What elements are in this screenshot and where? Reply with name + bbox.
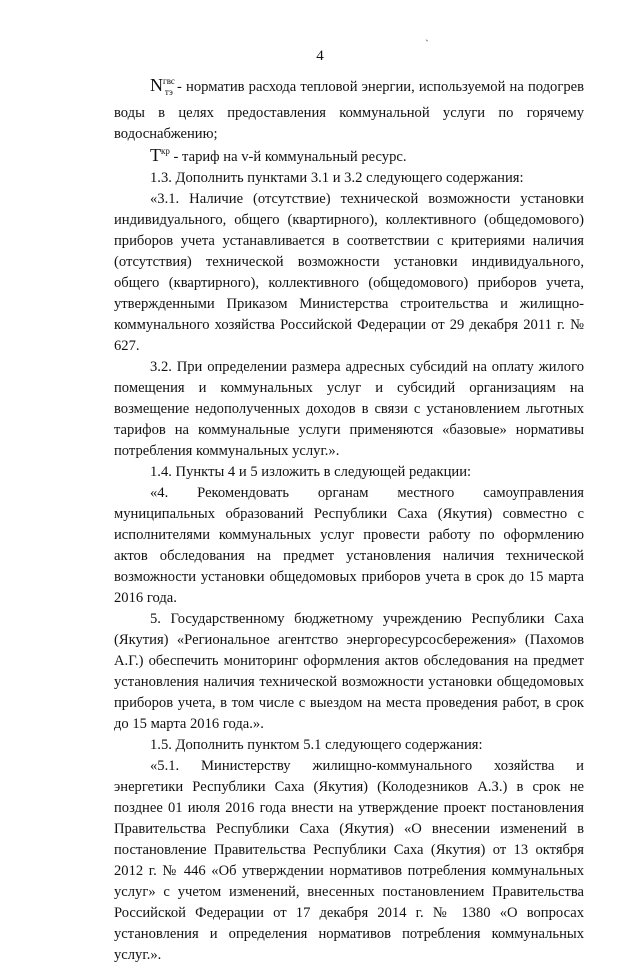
symbol-t: T xyxy=(150,145,161,165)
paragraph-3-1: «3.1. Наличие (отсутствие) технической возможности установки индивидуального, общего (квартирного), коллективного (общедомового) приборов учета устанавливается в соответствии с критериями наличия (отсутствия) технической возможности установки индивидуального, общего (квартирного), коллективного (общедомового) приборов учета, утвержденными Приказом Министерства строительства и жилищно-коммунального хозяйства Российской Федерации от 29 декабря 2011 г. № 627. xyxy=(114,191,584,354)
document-body xyxy=(114,75,584,966)
paragraph-4: «4. Рекомендовать органам местного самоуправления муниципальных образований Республики Саха (Якутия) совместно с исполнителями коммунальных услуг провести работу по оформлению актов обследования на предмет установления наличия технической возможности установки общедомовых приборов учета в срок до 15 марта 2016 года. xyxy=(114,485,584,606)
stray-mark: ˎ xyxy=(425,28,429,42)
definition-n xyxy=(114,75,584,145)
symbol-n: N xyxy=(150,75,163,95)
page-number: 4 xyxy=(316,48,324,64)
paragraph-1-5: 1.5. Дополнить пунктом 5.1 следующего содержания: xyxy=(150,737,483,753)
paragraph-1-4: 1.4. Пункты 4 и 5 изложить в следующей редакции: xyxy=(150,464,472,480)
paragraph-5: 5. Государственному бюджетному учреждению Республики Саха (Якутия) «Региональное агентство энергоресурсосбережения» (Пахомов А.Г.) обеспечить мониторинг оформления актов обследования на предмет установления наличия технической возможности установки общедомовых приборов учета, в том числе с выездом на места проведения работ, в срок до 15 марта 2016 года.». xyxy=(114,611,584,732)
definition-t-text: - тариф на v-й коммунальный ресурс. xyxy=(169,149,407,165)
paragraph-1-3: 1.3. Дополнить пунктами 3.1 и 3.2 следующего содержания: xyxy=(150,170,524,186)
paragraph-5-1: «5.1. Министерству жилищно-коммунального хозяйства и энергетики Республики Саха (Якутия) (Колодезников А.З.) в срок не позднее 01 июля 2016 года внести на утверждение проект постановления Правительства Республики Саха (Якутия) «О внесении изменений в постановление Правительства Республики Саха (Якутия) от 13 октября 2012 г. № 446 «Об утверждении нормативов потребления коммунальных услуг» с учетом изменений, внесенных постановлением Правительства Российской Федерации от 17 декабря 2014 г. № 1380 «О вопросах установления и определения нормативов потребления коммунальных услуг.». xyxy=(114,758,584,963)
symbol-t-superscript: кр xyxy=(161,146,170,156)
definition-n-text: - норматив расхода тепловой энергии, используемой на подогрев воды в целях предоставления коммунальной услуги по горячему водоснабжению; xyxy=(114,79,584,142)
definition-t xyxy=(114,145,584,168)
paragraph-3-2: 3.2. При определении размера адресных субсидий на оплату жилого помещения и коммунальных услуг и субсидий организациям на возмещение недополученных доходов в связи с установлением льготных тарифов на коммунальные услуги применяются «базовые» нормативы потребления коммунальных услуг.». xyxy=(114,359,584,459)
symbol-n-subscript: тэ xyxy=(164,87,173,97)
symbol-n-superscript: гвс xyxy=(163,76,175,86)
